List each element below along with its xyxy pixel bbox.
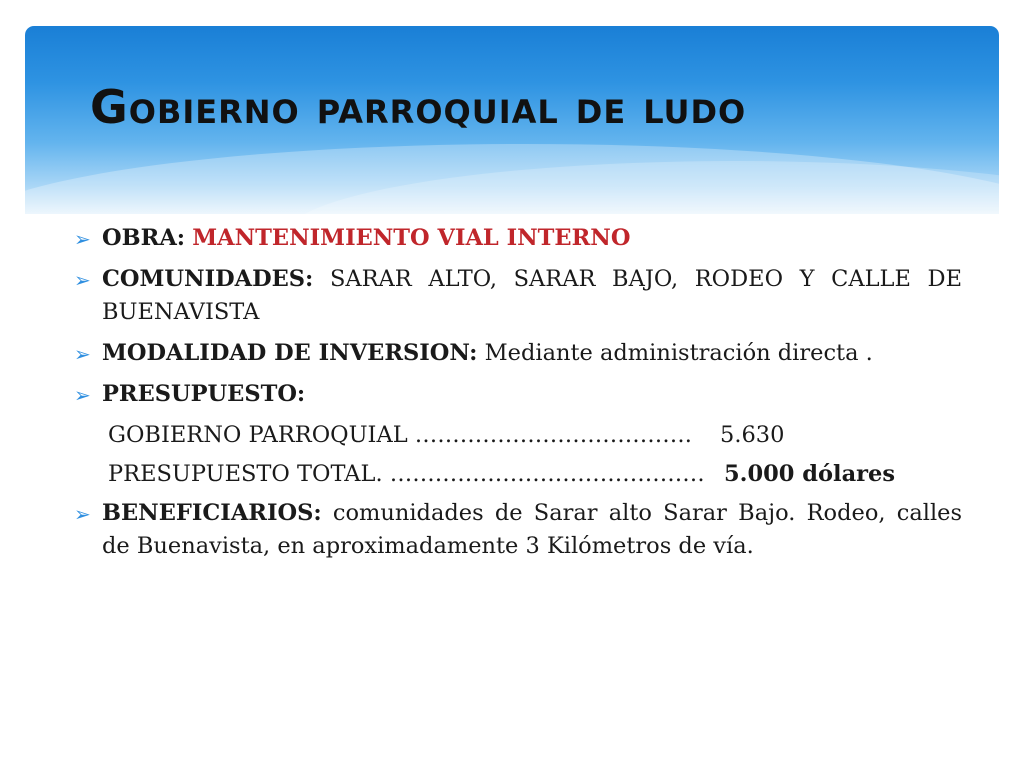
budget-row-label: GOBIERNO PARROQUIAL ………………………………. <box>108 422 692 448</box>
modalidad-label: MODALIDAD DE INVERSION: <box>102 340 478 366</box>
arrow-bullet-icon: ➢ <box>74 268 91 292</box>
arrow-bullet-icon: ➢ <box>74 502 91 526</box>
arrow-bullet-icon: ➢ <box>74 227 91 251</box>
budget-row-gobierno <box>74 419 962 452</box>
comunidades-label: COMUNIDADES: <box>102 266 314 292</box>
arrow-bullet-icon: ➢ <box>74 342 91 366</box>
page-title: Gobierno parroquial de ludo <box>90 80 747 134</box>
list-item-beneficiarios <box>74 497 962 563</box>
content-list <box>74 222 962 571</box>
budget-row-value: 5.000 dólares <box>724 461 895 487</box>
beneficiarios-value: comunidades de Sarar alto Sarar Bajo. Rodeo, calles de Buenavista, en aproximadamente 3 Kilómetros de vía. <box>102 500 963 559</box>
budget-row-value: 5.630 <box>720 422 785 448</box>
budget-row-label: PRESUPUESTO TOTAL. …………………………………… <box>108 461 705 487</box>
arrow-bullet-icon: ➢ <box>74 383 91 407</box>
list-item-presupuesto <box>74 378 962 411</box>
list-item-obra <box>74 222 962 255</box>
comunidades-value: SARAR ALTO, SARAR BAJO, RODEO Y CALLE DE BUENAVISTA <box>102 266 962 325</box>
obra-value: MANTENIMIENTO VIAL INTERNO <box>192 225 631 251</box>
budget-row-total <box>74 458 962 491</box>
list-item-comunidades <box>74 263 962 329</box>
obra-label: OBRA: <box>102 225 186 251</box>
modalidad-value: Mediante administración directa . <box>484 340 873 366</box>
beneficiarios-label: BENEFICIARIOS: <box>102 500 322 526</box>
presupuesto-label: PRESUPUESTO: <box>102 381 306 407</box>
list-item-modalidad <box>74 337 962 370</box>
